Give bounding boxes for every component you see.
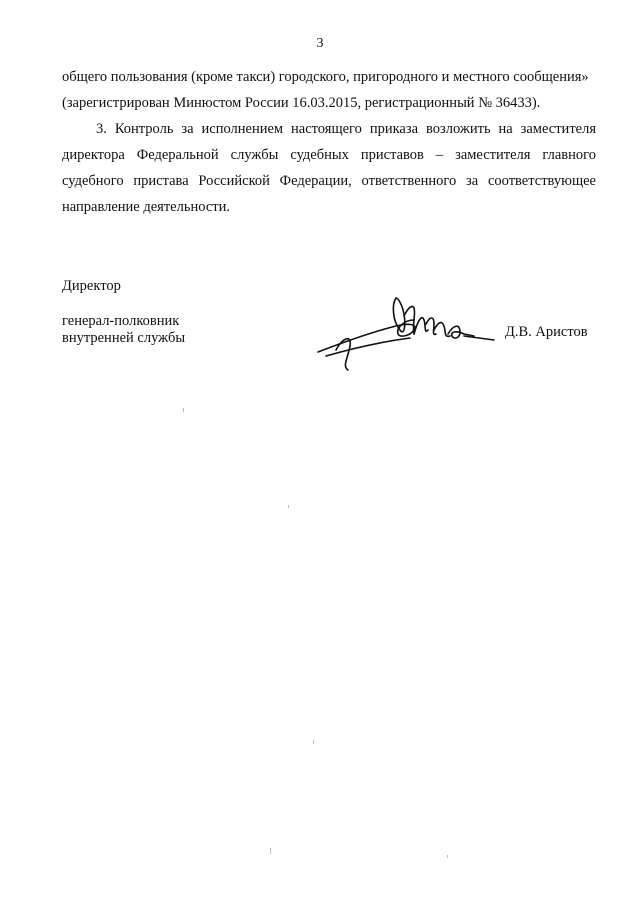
paragraph-3-line-4: направление деятельности. (62, 199, 230, 215)
scan-speck (288, 505, 289, 508)
signer-position: Директор (62, 278, 121, 294)
page-number: 3 (316, 36, 324, 51)
scan-speck (270, 848, 271, 854)
signer-rank-line-1: генерал-полковник (62, 313, 180, 329)
scan-speck (447, 855, 448, 858)
paragraph-3-line-3: судебного пристава Российской Федерации, ответственного за соответствующее (62, 173, 596, 189)
handwritten-signature (314, 290, 504, 375)
paragraph-3-line-1: 3. Контроль за исполнением настоящего приказа возложить на заместителя (96, 121, 596, 137)
signer-name: Д.В. Аристов (505, 324, 588, 340)
signer-rank-line-2: внутренней службы (62, 330, 186, 346)
body-line-2: (зарегистрирован Минюстом России 16.03.2015, регистрационный № 36433). (62, 95, 541, 111)
paragraph-3-line-2: директора Федеральной службы судебных приставов – заместителя главного (62, 147, 596, 163)
scan-speck (313, 740, 314, 744)
body-line-1: общего пользования (кроме такси) городского, пригородного и местного сообщения» (62, 69, 589, 85)
scan-speck (183, 408, 184, 412)
